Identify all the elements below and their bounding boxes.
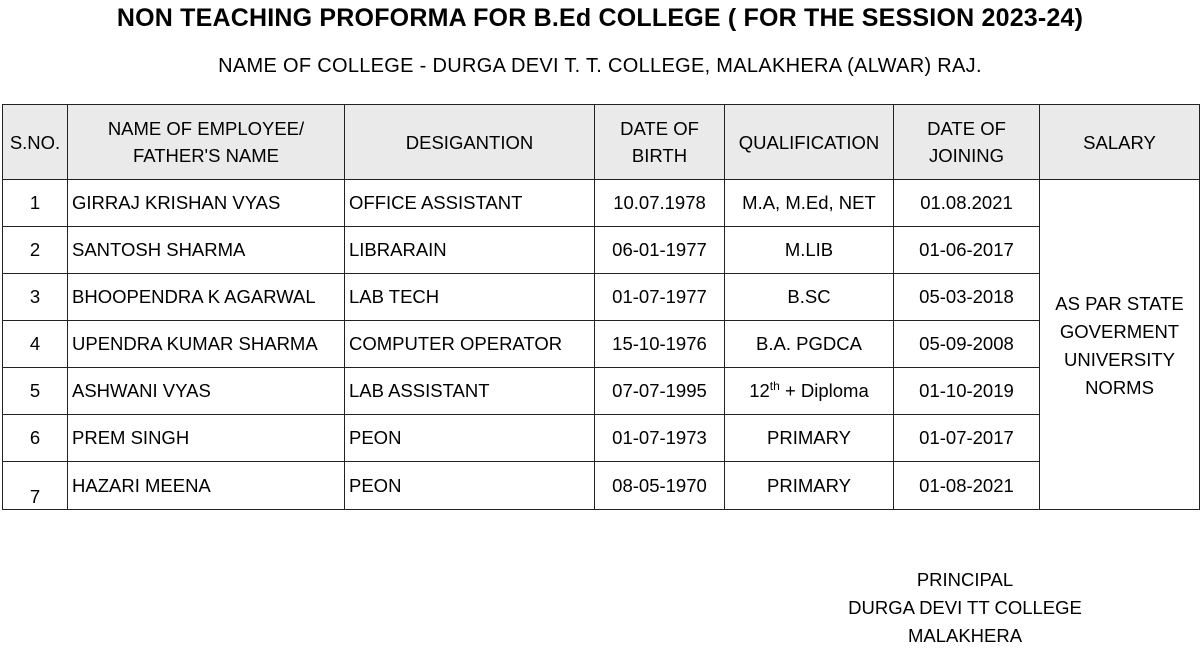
- signature-title: PRINCIPAL: [916, 569, 1014, 590]
- qualification-base: 12: [749, 380, 770, 401]
- cell-name: GIRRAJ KRISHAN VYAS: [68, 180, 345, 227]
- header-name-line2: FATHER'S NAME: [132, 145, 280, 166]
- cell-name: SANTOSH SHARMA: [68, 227, 345, 274]
- cell-sno: 5: [3, 368, 68, 415]
- cell-designation: LAB TECH: [345, 274, 595, 321]
- cell-dob: 07-07-1995: [595, 368, 725, 415]
- table-row: [3, 274, 1200, 321]
- college-name: NAME OF COLLEGE - DURGA DEVI T. T. COLLEGE, MALAKHERA (ALWAR) RAJ.: [218, 55, 982, 77]
- cell-name: ASHWANI VYAS: [68, 368, 345, 415]
- signature-block: [820, 566, 1110, 650]
- cell-sno: 7: [3, 462, 68, 510]
- header-doj-line1: DATE OF: [927, 118, 1006, 139]
- cell-doj: 01-08-2021: [894, 462, 1040, 510]
- cell-name: BHOOPENDRA K AGARWAL: [68, 274, 345, 321]
- header-doj-line2: JOINING: [928, 145, 1005, 166]
- table-row: [3, 227, 1200, 274]
- header-qualification: QUALIFICATION: [725, 105, 894, 180]
- cell-dob: 01-07-1977: [595, 274, 725, 321]
- cell-name: PREM SINGH: [68, 415, 345, 462]
- cell-qualification: M.LIB: [725, 227, 894, 274]
- salary-note-line1: AS PAR STATE: [1055, 293, 1184, 314]
- cell-qualification: PRIMARY: [725, 462, 894, 510]
- cell-sno: 2: [3, 227, 68, 274]
- cell-sno: 1: [3, 180, 68, 227]
- table-row: [3, 180, 1200, 227]
- header-name-line1: NAME OF EMPLOYEE/: [107, 118, 305, 139]
- cell-doj: 01-07-2017: [894, 415, 1040, 462]
- cell-doj: 01.08.2021: [894, 180, 1040, 227]
- cell-dob: 10.07.1978: [595, 180, 725, 227]
- qualification-rest: + Diploma: [779, 380, 869, 401]
- salary-note-line3: UNIVERSITY: [1063, 349, 1176, 370]
- cell-name: UPENDRA KUMAR SHARMA: [68, 321, 345, 368]
- cell-designation: LAB ASSISTANT: [345, 368, 595, 415]
- signature-college: DURGA DEVI TT COLLEGE: [848, 597, 1082, 618]
- table-row: [3, 368, 1200, 415]
- cell-sno: 4: [3, 321, 68, 368]
- signature-place: MALAKHERA: [907, 625, 1023, 646]
- header-designation: DESIGANTION: [345, 105, 595, 180]
- cell-dob: 15-10-1976: [595, 321, 725, 368]
- staff-table: [2, 104, 1200, 510]
- cell-designation: COMPUTER OPERATOR: [345, 321, 595, 368]
- header-dob: [595, 105, 725, 180]
- table-header-row: [3, 105, 1200, 180]
- header-sno: S.NO.: [3, 105, 68, 180]
- header-dob-line2: BIRTH: [631, 145, 688, 166]
- cell-sno: 3: [3, 274, 68, 321]
- cell-designation: LIBRARAIN: [345, 227, 595, 274]
- cell-dob: 08-05-1970: [595, 462, 725, 510]
- cell-qualification: M.A, M.Ed, NET: [725, 180, 894, 227]
- cell-name: HAZARI MEENA: [68, 462, 345, 510]
- cell-designation: PEON: [345, 415, 595, 462]
- cell-qualification: [725, 368, 894, 415]
- table-row: [3, 462, 1200, 510]
- salary-note-line2: GOVERMENT: [1059, 321, 1180, 342]
- salary-note-line4: NORMS: [1085, 377, 1154, 398]
- header-dob-line1: DATE OF: [620, 118, 699, 139]
- cell-doj: 05-09-2008: [894, 321, 1040, 368]
- cell-dob: 06-01-1977: [595, 227, 725, 274]
- cell-doj: 01-06-2017: [894, 227, 1040, 274]
- cell-doj: 01-10-2019: [894, 368, 1040, 415]
- cell-qualification: B.A. PGDCA: [725, 321, 894, 368]
- cell-qualification: B.SC: [725, 274, 894, 321]
- qualification-superscript: th: [769, 378, 780, 393]
- cell-salary-note: [1040, 180, 1200, 510]
- cell-qualification: PRIMARY: [725, 415, 894, 462]
- table-row: [3, 321, 1200, 368]
- header-doj: [894, 105, 1040, 180]
- cell-dob: 01-07-1973: [595, 415, 725, 462]
- cell-designation: PEON: [345, 462, 595, 510]
- cell-designation: OFFICE ASSISTANT: [345, 180, 595, 227]
- header-salary: SALARY: [1040, 105, 1200, 180]
- cell-sno: 6: [3, 415, 68, 462]
- cell-doj: 05-03-2018: [894, 274, 1040, 321]
- header-name: [68, 105, 345, 180]
- document-title: NON TEACHING PROFORMA FOR B.Ed COLLEGE ( FOR THE SESSION 2023-24): [116, 4, 1084, 32]
- table-row: [3, 415, 1200, 462]
